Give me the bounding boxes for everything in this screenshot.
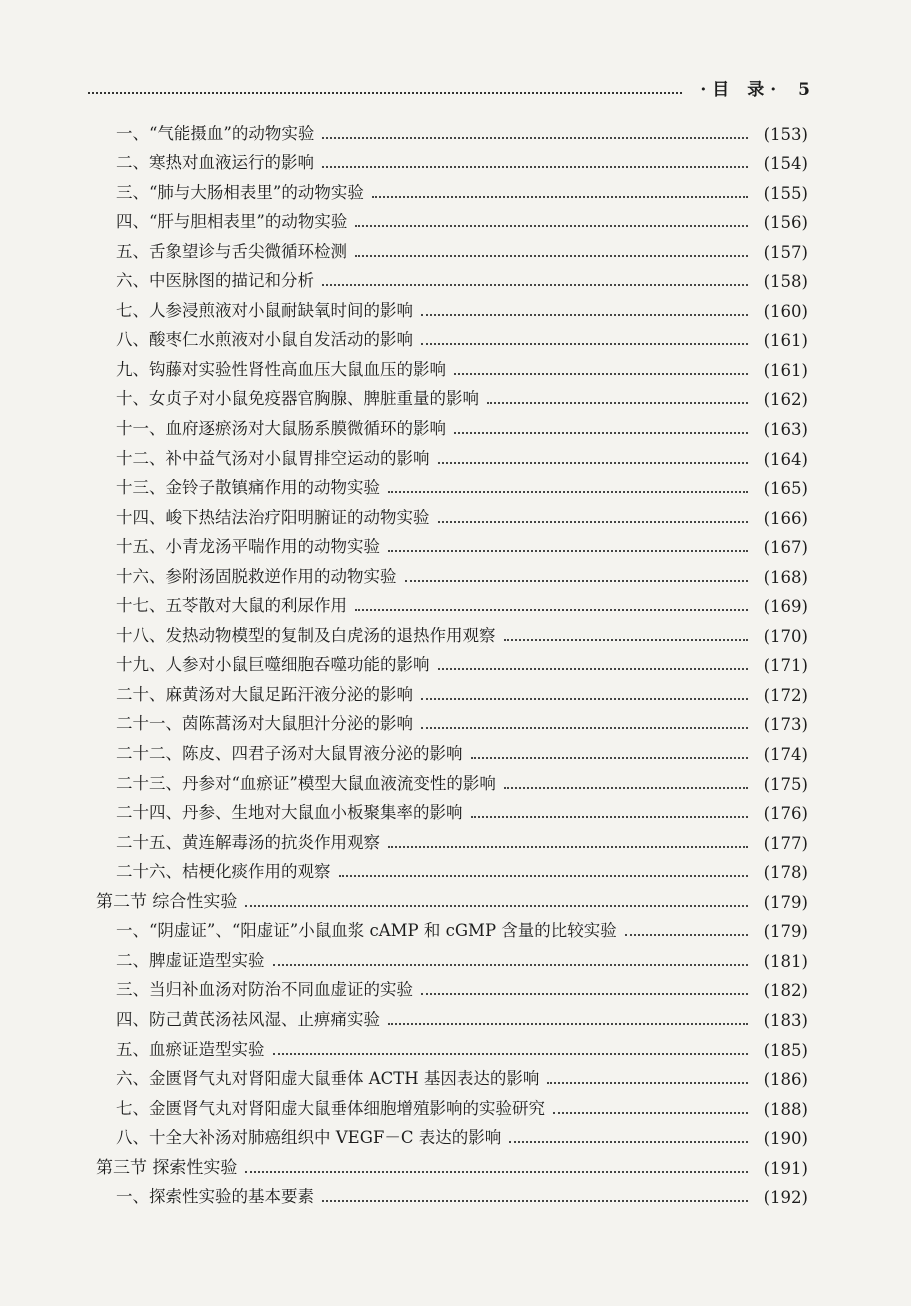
toc-entry-row [96,262,808,292]
toc-entry-row [96,114,808,144]
toc-entry-title: 二、寒热对血液运行的影响 [116,153,314,173]
toc-entry-row [96,705,808,735]
toc-entry-title: 三、当归补血汤对防治不同血虚证的实验 [116,980,413,1000]
dot-leader [405,580,749,582]
toc-entry-row [96,232,808,262]
toc-entry-title: 六、金匮肾气丸对肾阳虚大鼠垂体 ACTH 基因表达的影响 [116,1069,540,1089]
toc-entry-page: (178) [763,863,808,883]
toc-entry-page: (167) [763,538,808,558]
dot-leader [547,1082,748,1084]
toc-entry-title: 十、女贞子对小鼠免疫器官胸腺、脾脏重量的影响 [116,389,479,409]
toc-entry-page: (190) [763,1129,808,1149]
toc-entry-page: (154) [763,154,808,174]
toc-entry-title: 二十、麻黄汤对大鼠足跖汗液分泌的影响 [116,684,413,704]
toc-entry-title: 一、“气能摄血”的动物实验 [116,123,315,143]
toc-entry-row [96,941,808,971]
toc-entry-row [96,1060,808,1090]
toc-entry-row [96,321,808,351]
toc-entry-page: (182) [763,981,808,1001]
toc-entry-title: 二十三、丹参对“血瘀证”模型大鼠血液流变性的影响 [116,773,496,793]
toc-entry-row [96,764,808,794]
dot-leader [388,846,748,848]
dot-leader [421,343,748,345]
toc-entry-row [96,528,808,558]
toc-entry-title: 第二节 综合性实验 [96,891,238,912]
toc-entry-title: 十四、峻下热结法治疗阳明腑证的动物实验 [116,507,430,527]
toc-entry-title: 七、人参浸煎液对小鼠耐缺氧时间的影响 [116,300,413,320]
toc-section-row [96,1148,808,1178]
dot-leader [454,432,748,434]
toc-entry-title: 八、十全大补汤对肺癌组织中 VEGF－C 表达的影响 [116,1128,502,1148]
toc-entry-title: 六、中医脉图的描记和分析 [116,271,314,291]
dot-leader [388,550,748,552]
toc-entry-row [96,971,808,1001]
header-page-number: 5 [798,80,810,100]
toc-entry-page: (161) [763,360,808,380]
dot-leader [245,1171,748,1173]
dot-leader [509,1141,748,1143]
dot-leader [355,609,748,611]
dot-leader [421,993,748,995]
toc-entry-row [96,469,808,499]
dot-leader [322,284,748,286]
toc-entry-row [96,350,808,380]
toc-entry-page: (156) [763,213,808,233]
toc-entry-row [96,380,808,410]
toc-entry-page: (163) [763,420,808,440]
toc-entry-page: (179) [763,892,808,912]
toc-entry-page: (176) [763,804,808,824]
toc-entry-title: 十一、血府逐瘀汤对大鼠肠系膜微循环的影响 [116,419,446,439]
toc-entry-page: (155) [763,183,808,203]
toc-entry-row [96,557,808,587]
toc-entry-title: 二十五、黄连解毒汤的抗炎作用观察 [116,832,380,852]
toc-entry-row [96,173,808,203]
toc-entry-page: (171) [763,656,808,676]
toc-entry-row [96,587,808,617]
toc-entry-title: 二十二、陈皮、四君子汤对大鼠胃液分泌的影响 [116,744,463,764]
toc-entry-page: (172) [763,685,808,705]
table-of-contents [96,114,808,1207]
toc-entry-page: (170) [763,626,808,646]
toc-section-row [96,882,808,912]
toc-entry-title: 八、酸枣仁水煎液对小鼠自发活动的影响 [116,330,413,350]
toc-entry-title: 十五、小青龙汤平喘作用的动物实验 [116,537,380,557]
dot-leader [504,639,749,641]
dot-leader [322,137,748,139]
toc-entry-title: 十九、人参对小鼠巨噬细胞吞噬功能的影响 [116,655,430,675]
toc-entry-page: (157) [763,242,808,262]
dot-leader [273,1053,749,1055]
toc-entry-title: 十三、金铃子散镇痛作用的动物实验 [116,478,380,498]
toc-entry-page: (173) [763,715,808,735]
header-title: ·目 录· [700,80,783,100]
dot-leader [355,255,748,257]
toc-entry-page: (164) [763,449,808,469]
toc-entry-row [96,439,808,469]
toc-entry-title: 十七、五苓散对大鼠的利尿作用 [116,596,347,616]
toc-entry-row [96,1178,808,1208]
toc-entry-title: 五、血瘀证造型实验 [116,1039,265,1059]
running-header [88,76,810,100]
toc-entry-page: (161) [763,331,808,351]
dot-leader [388,491,748,493]
toc-entry-page: (186) [763,1070,808,1090]
toc-entry-row [96,675,808,705]
toc-entry-row [96,1089,808,1119]
toc-entry-page: (183) [763,1010,808,1030]
toc-entry-row [96,734,808,764]
toc-entry-page: (169) [763,597,808,617]
dot-leader [421,314,748,316]
toc-entry-page: (162) [763,390,808,410]
dot-leader [504,787,748,789]
toc-entry-title: 四、“肝与胆相表里”的动物实验 [116,212,348,232]
toc-entry-title: 十二、补中益气汤对小鼠胃排空运动的影响 [116,448,430,468]
toc-entry-title: 十六、参附汤固脱救逆作用的动物实验 [116,566,397,586]
toc-entry-title: 二十四、丹参、生地对大鼠血小板聚集率的影响 [116,803,463,823]
toc-entry-title: 四、防己黄芪汤祛风湿、止痹痛实验 [116,1009,380,1029]
toc-entry-row [96,409,808,439]
toc-entry-page: (158) [763,272,808,292]
dot-leader [471,757,749,759]
dot-leader [339,875,749,877]
dot-leader [372,196,748,198]
dot-leader [322,166,748,168]
dot-leader [438,521,749,523]
dot-leader [625,934,748,936]
toc-entry-title: 七、金匮肾气丸对肾阳虚大鼠垂体细胞增殖影响的实验研究 [116,1098,545,1118]
toc-entry-row [96,853,808,883]
dot-leader [438,462,749,464]
toc-entry-title: 第三节 探索性实验 [96,1157,238,1178]
toc-entry-page: (179) [763,922,808,942]
dot-leader [355,225,748,227]
toc-entry-row [96,291,808,321]
toc-entry-page: (174) [763,745,808,765]
toc-entry-page: (165) [763,479,808,499]
toc-entry-row [96,794,808,824]
dot-leader [273,964,749,966]
dot-leader [471,816,749,818]
dot-leader [388,1023,748,1025]
toc-entry-title: 三、“肺与大肠相表里”的动物实验 [116,182,364,202]
toc-entry-page: (181) [763,951,808,971]
dot-leader [322,1200,748,1202]
toc-entry-page: (192) [763,1188,808,1208]
toc-entry-page: (168) [763,567,808,587]
toc-entry-row [96,203,808,233]
toc-entry-row [96,912,808,942]
toc-entry-row [96,823,808,853]
toc-entry-row [96,1119,808,1149]
toc-entry-title: 二十六、桔梗化痰作用的观察 [116,862,331,882]
header-dotted-rule [88,92,682,94]
toc-entry-row [96,144,808,174]
dot-leader [553,1112,748,1114]
toc-entry-page: (177) [763,833,808,853]
toc-entry-title: 二、脾虚证造型实验 [116,950,265,970]
dot-leader [454,373,748,375]
dot-leader [421,698,748,700]
toc-entry-page: (188) [763,1099,808,1119]
dot-leader [421,727,748,729]
toc-entry-row [96,1030,808,1060]
toc-entry-row [96,498,808,528]
toc-entry-row [96,646,808,676]
toc-entry-title: 九、钩藤对实验性肾性高血压大鼠血压的影响 [116,359,446,379]
toc-entry-page: (153) [763,124,808,144]
toc-entry-title: 二十一、茵陈蒿汤对大鼠胆汁分泌的影响 [116,714,413,734]
toc-entry-page: (160) [763,301,808,321]
toc-entry-row [96,1000,808,1030]
toc-entry-row [96,616,808,646]
toc-entry-title: 五、舌象望诊与舌尖微循环检测 [116,241,347,261]
toc-entry-title: 一、“阴虚证”、“阳虚证”小鼠血浆 cAMP 和 cGMP 含量的比较实验 [116,921,617,941]
toc-entry-title: 一、探索性实验的基本要素 [116,1187,314,1207]
dot-leader [438,668,749,670]
toc-entry-page: (175) [763,774,808,794]
toc-entry-title: 十八、发热动物模型的复制及白虎汤的退热作用观察 [116,625,496,645]
toc-entry-page: (185) [763,1040,808,1060]
toc-entry-page: (166) [763,508,808,528]
dot-leader [487,402,748,404]
toc-entry-page: (191) [763,1158,808,1178]
dot-leader [245,905,748,907]
